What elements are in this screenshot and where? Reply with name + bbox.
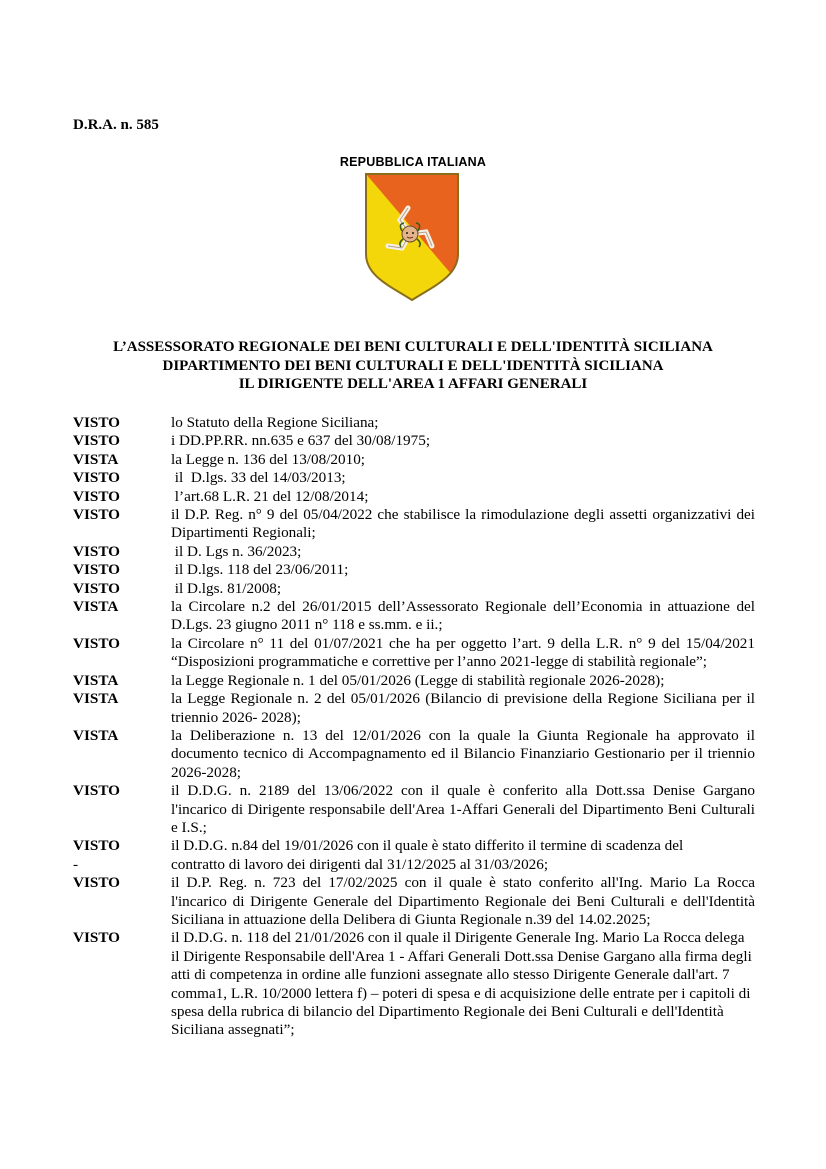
recital-row xyxy=(73,414,755,432)
recital-keyword: VISTA xyxy=(73,726,119,744)
recital-text: l’art.68 L.R. 21 del 12/08/2014; xyxy=(171,487,369,505)
decree-number: D.R.A. n. 585 xyxy=(73,117,159,133)
recital-keyword: - xyxy=(73,855,79,873)
issuing-authority-heading xyxy=(0,338,826,394)
recital-row xyxy=(73,488,755,506)
recital-row xyxy=(73,672,755,690)
recital-row xyxy=(73,856,755,874)
recital-row xyxy=(73,635,755,672)
trinacria-coat-of-arms-icon xyxy=(362,172,462,304)
recital-keyword: VISTA xyxy=(73,690,119,708)
recital-row xyxy=(73,580,755,598)
recital-keyword: VISTO xyxy=(73,542,120,560)
recital-row xyxy=(73,451,755,469)
recital-keyword: VISTO xyxy=(73,469,120,487)
recital-row xyxy=(73,782,755,837)
recital-text: il D. Lgs n. 36/2023; xyxy=(171,542,302,560)
recital-row xyxy=(73,929,755,1039)
recital-row xyxy=(73,432,755,450)
recital-row xyxy=(73,690,755,727)
recital-text: la Deliberazione n. 13 del 12/01/2026 con la quale la Giunta Regionale ha approvato il documento tecnico di Accompagnamento ed il Bilancio Finanziario Gestionario per il triennio 2026-2028; xyxy=(171,726,755,781)
recital-text: lo Statuto della Regione Siciliana; xyxy=(171,414,379,431)
recital-row xyxy=(73,874,755,929)
recital-text: il D.D.G. n. 118 del 21/01/2026 con il quale il Dirigente Generale Ing. Mario La Rocca delega il Dirigente Responsabile dell'Area 1 - Affari Generali Dott.ssa Denise Gargano alla firma degli atti di competenza in ordine alle funzioni assegnate allo stesso Dirigente Generale dall'art. 7 comma1, L.R. 10/2000 lettera f) – poteri di spesa e di acquisizione delle entrate per i capitoli di spesa della rubrica di bilancio del Dipartimento Regionale dei Beni Culturali e dell'Identità Siciliana assegnati”; xyxy=(171,929,752,1039)
recital-text: il D.lgs. 33 del 14/03/2013; xyxy=(171,469,346,487)
recital-keyword: VISTA xyxy=(73,598,119,616)
recital-text: il D.P. Reg. n° 9 del 05/04/2022 che stabilisce la rimodulazione degli assetti organizzativi dei Dipartimenti Regionali; xyxy=(171,506,755,542)
recital-row xyxy=(73,598,755,635)
recital-text: la Legge n. 136 del 13/08/2010; xyxy=(171,450,366,468)
recital-keyword: VISTO xyxy=(73,487,120,505)
recital-row xyxy=(73,837,755,855)
recital-text: la Legge Regionale n. 1 del 05/01/2026 (Legge di stabilità regionale 2026-2028); xyxy=(171,671,665,689)
recital-keyword: VISTO xyxy=(73,782,120,800)
recital-keyword: VISTO xyxy=(73,634,120,652)
recital-keyword: VISTO xyxy=(73,506,120,524)
recital-keyword: VISTO xyxy=(73,579,120,597)
recital-text: la Circolare n.2 del 26/01/2015 dell’Assessorato Regionale dell’Economia in attuazione del D.Lgs. 23 giugno 2011 n° 118 e ss.mm. e ii.; xyxy=(171,598,755,634)
recital-row xyxy=(73,543,755,561)
recital-keyword: VISTO xyxy=(73,414,120,431)
recital-text: i DD.PP.RR. nn.635 e 637 del 30/08/1975; xyxy=(171,432,431,450)
recital-keyword: VISTO xyxy=(73,561,120,579)
recital-row xyxy=(73,506,755,543)
recital-text: la Circolare n° 11 del 01/07/2021 che ha per oggetto l’art. 9 della L.R. n° 9 del 15/04/2021 “Disposizioni programmatiche e correttive per l’anno 2021-legge di stabilità regionale”; xyxy=(171,634,755,671)
recital-keyword: VISTA xyxy=(73,671,119,689)
heading-line-dipartimento: DIPARTIMENTO DEI BENI CULTURALI E DELL'IDENTITÀ SICILIANA xyxy=(162,357,664,374)
recital-text: il D.lgs. 118 del 23/06/2011; xyxy=(171,561,349,579)
recital-text: il D.lgs. 81/2008; xyxy=(171,579,282,597)
recital-text: il D.P. Reg. n. 723 del 17/02/2025 con il quale è stato conferito all'Ing. Mario La Rocca l'incarico di Dirigente Generale del Dipartimento Regionale dei Beni Culturali e dell'Identità Siciliana in attuazione della Delibera di Giunta Regionale n.39 del 14.02.2025; xyxy=(171,874,755,928)
recital-text: la Legge Regionale n. 2 del 05/01/2026 (Bilancio di previsione della Regione Siciliana per il triennio 2026- 2028); xyxy=(171,690,755,726)
recital-text: il D.D.G. n.84 del 19/01/2026 con il quale è stato differito il termine di scadenza del xyxy=(171,837,684,855)
recital-keyword: VISTA xyxy=(73,450,119,468)
republic-label: REPUBBLICA ITALIANA xyxy=(339,155,487,169)
recital-text: contratto di lavoro dei dirigenti dal 31/12/2025 al 31/03/2026; xyxy=(171,855,549,873)
recitals-list xyxy=(73,414,755,1040)
heading-line-assessorato: L’ASSESSORATO REGIONALE DEI BENI CULTURALI E DELL'IDENTITÀ SICILIANA xyxy=(113,339,713,355)
recital-keyword: VISTO xyxy=(73,874,120,892)
recital-row xyxy=(73,727,755,782)
recital-row xyxy=(73,469,755,487)
recital-keyword: VISTO xyxy=(73,837,120,855)
recital-keyword: VISTO xyxy=(73,432,120,450)
recital-text: il D.D.G. n. 2189 del 13/06/2022 con il quale è conferito alla Dott.ssa Denise Gargano l'incarico di Dirigente responsabile dell'Area 1-Affari Generali del Dipartimento Beni Culturali e I.S.; xyxy=(171,782,755,836)
heading-line-dirigente: IL DIRIGENTE DELL'AREA 1 AFFARI GENERALI xyxy=(238,376,588,392)
recital-row xyxy=(73,561,755,579)
recital-keyword: VISTO xyxy=(73,929,120,947)
